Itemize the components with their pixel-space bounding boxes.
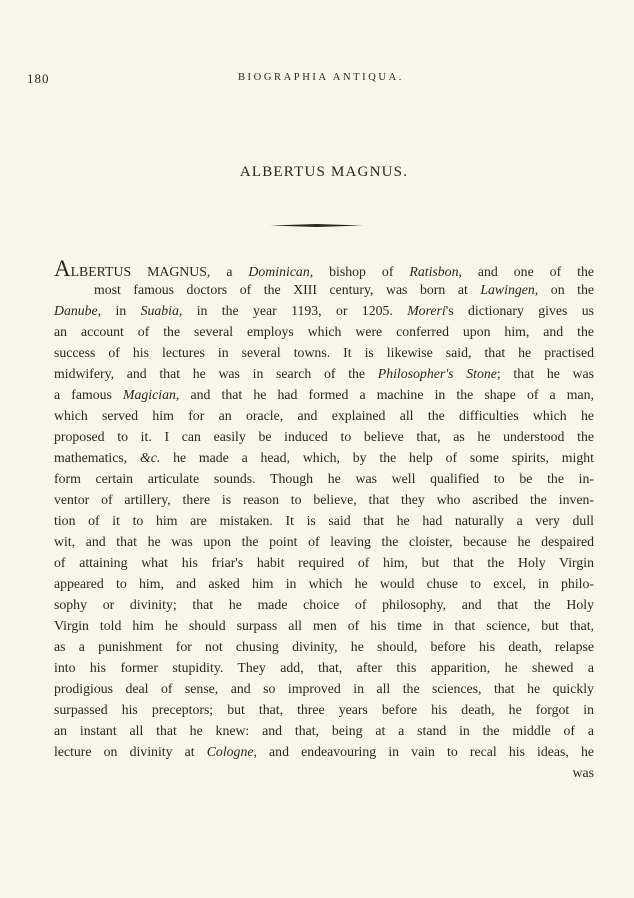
text-line-6 [54, 363, 594, 384]
page-number: 180 [27, 71, 50, 86]
catchword: was [572, 765, 594, 780]
text-span: 's dictionary gives us [445, 303, 594, 318]
text-span: a famous [54, 387, 123, 402]
text-line-12: ventor of artillery, there is reason to believe, that they who ascribed the inven- [54, 492, 594, 507]
text-line-20: into his former stupidity. They add, that, after this apparition, he shewed a [54, 660, 594, 675]
text-span: Moreri [407, 303, 446, 318]
text-line-15: of attaining what his friar's habit required of him, but that the Holy Virgin [54, 555, 594, 570]
text-line-9: proposed to it. I can easily be induced to believe that, as he understood the [54, 429, 594, 444]
text-span: Magician [123, 387, 176, 402]
drop-cap: A [54, 256, 71, 281]
text-line-2 [54, 279, 594, 300]
text-span: lecture on divinity at [54, 744, 207, 759]
text-span: midwifery, and that he was in search of the [54, 366, 378, 381]
text-line-17: sophy or divinity; that he made choice of philosophy, and that the Holy [54, 597, 594, 612]
text-span: , and that he had formed a machine in the shape of a man, [175, 387, 595, 402]
text-line-4: an account of the several employs which were conferred upon him, and the [54, 324, 594, 339]
text-span: , and endeavouring in vain to recal his ideas, he [253, 744, 595, 759]
text-line-1 [54, 258, 594, 279]
text-line-21: prodigious deal of sense, and so improved in all the sciences, that he quickly [54, 681, 594, 696]
text-span: Cologne [206, 744, 254, 759]
text-span: , in the year 1193, or 1205. [178, 303, 408, 318]
text-span: , and one of the [458, 264, 595, 279]
text-span: LBERTUS MAGNUS, a [70, 264, 249, 279]
text-span: most famous doctors of the XIII century, was born at [94, 282, 481, 297]
article-title: ALBERTUS MAGNUS. [239, 164, 409, 180]
text-span: he made a head, which, by the help of some spirits, might [160, 450, 594, 465]
text-line-14: wit, and that he was upon the point of leaving the cloister, because he despaired [54, 534, 594, 549]
text-span: , on the [534, 282, 595, 297]
text-span: Lawingen [480, 282, 535, 297]
text-span: Suabia [140, 303, 179, 318]
text-line-24 [54, 741, 594, 762]
text-span: Philosopher's Stone [377, 366, 497, 381]
text-line-8: which served him for an oracle, and explained all the difficulties which he [54, 408, 594, 423]
text-span: Dominican [248, 264, 310, 279]
text-line-3 [54, 300, 594, 321]
text-span: &c. [139, 450, 161, 465]
text-line-19: as a punishment for not chusing divinity, he should, before his death, relapse [54, 639, 594, 654]
text-line-10 [54, 447, 594, 468]
text-span: , in [97, 303, 141, 318]
text-line-18: Virgin told him he should surpass all men of his time in that science, but that, [54, 618, 594, 633]
text-span: Ratisbon [409, 264, 459, 279]
text-span: , bishop of [309, 264, 410, 279]
text-line-5: success of his lectures in several towns. It is likewise said, that he practised [54, 345, 594, 360]
text-line-7 [54, 384, 594, 405]
text-line-11: form certain articulate sounds. Though he was well qualified to be the in- [54, 471, 594, 486]
body-text [54, 258, 594, 783]
text-span: mathematics, [54, 450, 140, 465]
ornamental-rule [270, 224, 363, 227]
text-line-22: surpassed his preceptors; but that, three years before his death, he forgot in [54, 702, 594, 717]
text-span: ; that he was [496, 366, 594, 381]
running-title: BIOGRAPHIA ANTIQUA. [237, 72, 405, 83]
text-line-16: appeared to him, and asked him in which he would chuse to excel, in philo- [54, 576, 594, 591]
text-line-13: tion of it to him are mistaken. It is said that he had naturally a very dull [54, 513, 594, 528]
text-span: Danube [54, 303, 98, 318]
text-line-23: an instant all that he knew: and that, being at a stand in the middle of a [54, 723, 594, 738]
